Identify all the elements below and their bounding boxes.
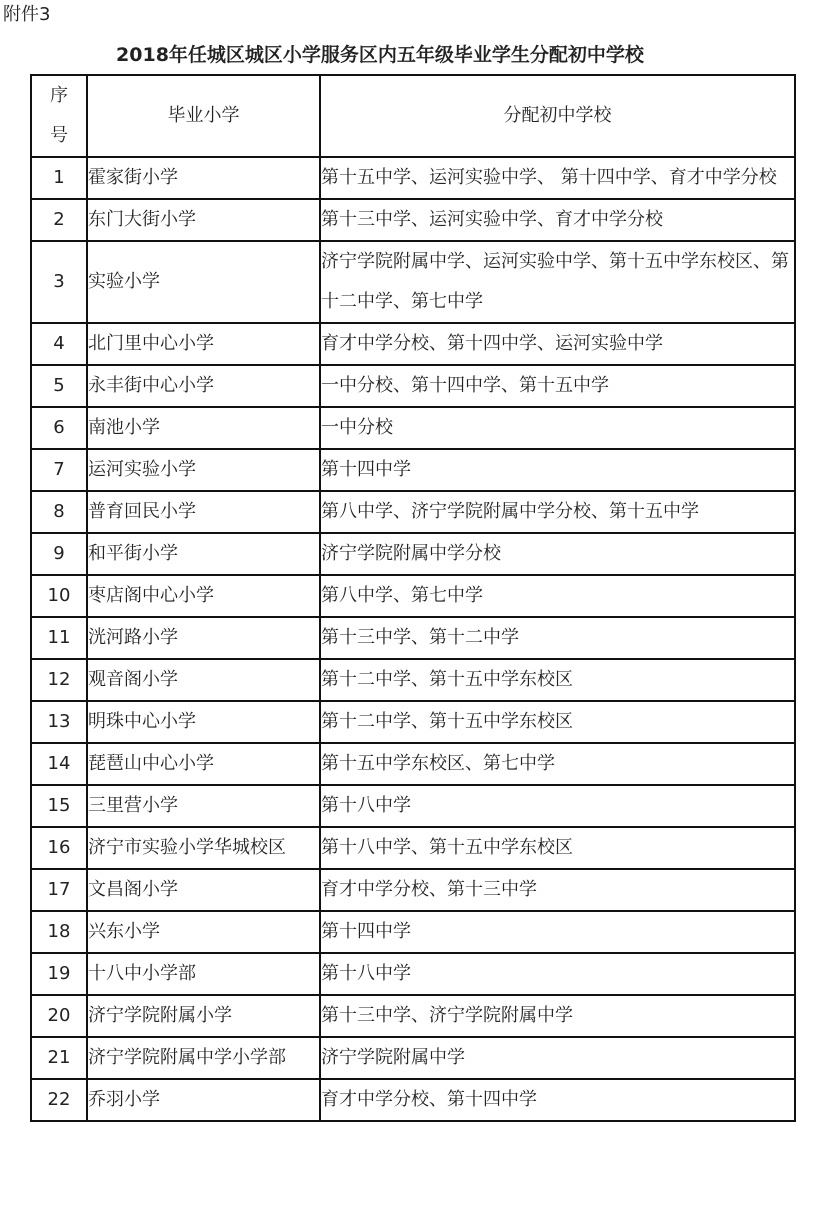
row-seq: 4 — [31, 323, 87, 365]
row-assigned-schools: 第十八中学、第十五中学东校区 — [320, 827, 795, 869]
row-seq: 14 — [31, 743, 87, 785]
row-school: 普育回民小学 — [87, 491, 320, 533]
table-row — [31, 1037, 795, 1079]
row-school: 济宁学院附属中学小学部 — [87, 1037, 320, 1079]
row-seq: 8 — [31, 491, 87, 533]
row-school: 洸河路小学 — [87, 617, 320, 659]
row-assigned-schools: 第十五中学、运河实验中学、 第十四中学、育才中学分校 — [320, 157, 795, 199]
header-seq-line1: 序 — [50, 85, 68, 106]
row-assigned-schools: 济宁学院附属中学分校 — [320, 533, 795, 575]
row-assigned-schools: 育才中学分校、第十三中学 — [320, 869, 795, 911]
row-school: 枣店阁中心小学 — [87, 575, 320, 617]
table-body — [31, 157, 795, 1121]
table-row — [31, 575, 795, 617]
row-seq: 12 — [31, 659, 87, 701]
table-row — [31, 365, 795, 407]
table-row — [31, 995, 795, 1037]
table-row — [31, 491, 795, 533]
row-assigned-schools: 第十二中学、第十五中学东校区 — [320, 701, 795, 743]
table-row — [31, 199, 795, 241]
row-school: 济宁学院附属小学 — [87, 995, 320, 1037]
table-row — [31, 743, 795, 785]
row-seq: 16 — [31, 827, 87, 869]
table-row — [31, 827, 795, 869]
row-assigned-schools: 第十八中学 — [320, 785, 795, 827]
row-school: 和平街小学 — [87, 533, 320, 575]
assignment-table — [30, 74, 796, 1122]
row-seq: 22 — [31, 1079, 87, 1121]
row-seq: 20 — [31, 995, 87, 1037]
row-school: 北门里中心小学 — [87, 323, 320, 365]
row-assigned-schools: 第十四中学 — [320, 911, 795, 953]
row-school: 琵琶山中心小学 — [87, 743, 320, 785]
row-assigned-schools: 济宁学院附属中学 — [320, 1037, 795, 1079]
row-school: 明珠中心小学 — [87, 701, 320, 743]
row-assigned-schools: 第十五中学东校区、第七中学 — [320, 743, 795, 785]
header-seq-line2: 号 — [50, 125, 68, 146]
row-seq: 6 — [31, 407, 87, 449]
row-assigned-schools: 第十三中学、第十二中学 — [320, 617, 795, 659]
row-seq: 9 — [31, 533, 87, 575]
table-row — [31, 407, 795, 449]
table-row — [31, 659, 795, 701]
table-row — [31, 1079, 795, 1121]
row-assigned-schools: 第十四中学 — [320, 449, 795, 491]
table-row — [31, 449, 795, 491]
row-school: 三里营小学 — [87, 785, 320, 827]
row-assigned-schools: 第十二中学、第十五中学东校区 — [320, 659, 795, 701]
row-school: 南池小学 — [87, 407, 320, 449]
table-row — [31, 953, 795, 995]
row-seq: 1 — [31, 157, 87, 199]
row-assigned-schools: 育才中学分校、第十四中学、运河实验中学 — [320, 323, 795, 365]
row-school: 十八中小学部 — [87, 953, 320, 995]
row-school: 霍家街小学 — [87, 157, 320, 199]
row-school: 运河实验小学 — [87, 449, 320, 491]
row-seq: 10 — [31, 575, 87, 617]
table-row — [31, 323, 795, 365]
table-row — [31, 911, 795, 953]
table-row — [31, 241, 795, 323]
row-seq: 2 — [31, 199, 87, 241]
document-title: 2018年任城区城区小学服务区内五年级毕业学生分配初中学校 — [116, 44, 644, 66]
attachment-label: 附件3 — [3, 4, 51, 25]
header-school: 毕业小学 — [87, 75, 320, 157]
row-assigned-schools: 第八中学、第七中学 — [320, 575, 795, 617]
header-assigned: 分配初中学校 — [320, 75, 795, 157]
row-seq: 5 — [31, 365, 87, 407]
table-row — [31, 533, 795, 575]
row-assigned-schools: 一中分校、第十四中学、第十五中学 — [320, 365, 795, 407]
row-school: 兴东小学 — [87, 911, 320, 953]
row-school: 观音阁小学 — [87, 659, 320, 701]
table-row — [31, 157, 795, 199]
row-assigned-schools: 济宁学院附属中学、运河实验中学、第十五中学东校区、第十二中学、第七中学 — [320, 241, 795, 323]
row-assigned-schools: 一中分校 — [320, 407, 795, 449]
row-seq: 21 — [31, 1037, 87, 1079]
table-row — [31, 785, 795, 827]
row-school: 实验小学 — [87, 241, 320, 323]
row-school: 文昌阁小学 — [87, 869, 320, 911]
row-assigned-schools: 第十三中学、运河实验中学、育才中学分校 — [320, 199, 795, 241]
row-assigned-schools: 第十三中学、济宁学院附属中学 — [320, 995, 795, 1037]
row-assigned-schools: 育才中学分校、第十四中学 — [320, 1079, 795, 1121]
row-school: 永丰街中心小学 — [87, 365, 320, 407]
table-row — [31, 617, 795, 659]
row-seq: 18 — [31, 911, 87, 953]
row-assigned-schools: 第十八中学 — [320, 953, 795, 995]
table-row — [31, 701, 795, 743]
header-row — [31, 75, 795, 157]
row-school: 济宁市实验小学华城校区 — [87, 827, 320, 869]
row-seq: 19 — [31, 953, 87, 995]
row-seq: 7 — [31, 449, 87, 491]
row-seq: 17 — [31, 869, 87, 911]
row-school: 东门大街小学 — [87, 199, 320, 241]
row-assigned-schools: 第八中学、济宁学院附属中学分校、第十五中学 — [320, 491, 795, 533]
row-seq: 3 — [31, 241, 87, 323]
row-seq: 11 — [31, 617, 87, 659]
header-seq — [31, 75, 87, 157]
table-header — [31, 75, 795, 157]
table-row — [31, 869, 795, 911]
row-seq: 15 — [31, 785, 87, 827]
row-school: 乔羽小学 — [87, 1079, 320, 1121]
row-seq: 13 — [31, 701, 87, 743]
